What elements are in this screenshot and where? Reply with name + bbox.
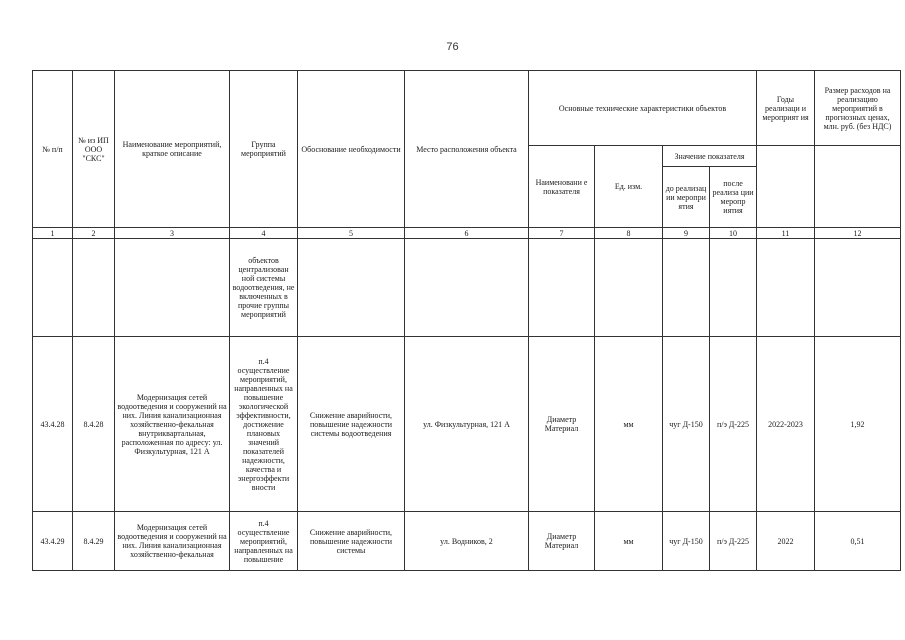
cell-unit [595,239,663,337]
cell-indicator [529,239,595,337]
cell-location: ул. Водников, 2 [405,512,529,571]
cell-ip [73,239,115,337]
cell-location: ул. Физкультурная, 121 А [405,337,529,512]
header-cost-empty [815,146,901,228]
cell-years: 2022-2023 [757,337,815,512]
cell-name: Модернизация сетей водоотведения и сооружений на них. Линия канализационная хозяйственно-фекальная [115,512,230,571]
table-row [33,512,901,571]
column-number: 11 [757,228,815,239]
header-years: Годы реализаци и мероприят ия [757,71,815,146]
cell-unit: мм [595,337,663,512]
column-number: 12 [815,228,901,239]
header-years-empty [757,146,815,228]
column-numbers-row [33,228,901,239]
column-number: 8 [595,228,663,239]
header-row-1 [33,71,901,146]
cell-before: чуг Д-150 [663,512,710,571]
cell-years [757,239,815,337]
header-ip-number: № из ИП ООО "СКС" [73,71,115,228]
cell-name [115,239,230,337]
column-number: 7 [529,228,595,239]
cell-cost: 1,92 [815,337,901,512]
header-num: № п/п [33,71,73,228]
cell-after: п/э Д-225 [710,337,757,512]
cell-num: 43.4.29 [33,512,73,571]
table-row [33,239,901,337]
table-row [33,337,901,512]
header-justification: Обоснование необходимости [298,71,405,228]
cell-ip: 8.4.28 [73,337,115,512]
header-before: до реализац ии меропри ятия [663,167,710,228]
measures-table [32,70,901,571]
cell-reason: Снижение аварийности, повышение надежности системы [298,512,405,571]
cell-before [663,239,710,337]
column-number: 6 [405,228,529,239]
header-cost: Размер расходов на реализацию мероприятий в прогнозных ценах, млн. руб. (без НДС) [815,71,901,146]
cell-cost [815,239,901,337]
column-number: 5 [298,228,405,239]
header-measure-group: Группа мероприятий [230,71,298,228]
cell-unit: мм [595,512,663,571]
cell-location [405,239,529,337]
page-number: 76 [446,41,459,53]
cell-after: п/э Д-225 [710,512,757,571]
cell-reason [298,239,405,337]
cell-ip: 8.4.29 [73,512,115,571]
column-number: 1 [33,228,73,239]
cell-group: п.4 осуществление мероприятий, направленных на повышение [230,512,298,571]
cell-name: Модернизация сетей водоотведения и сооружений на них. Линия канализационная хозяйственно-фекальная внутриквартальная, расположенная по адресу: ул. Физкультурная, 121 А [115,337,230,512]
cell-after [710,239,757,337]
cell-num: 43.4.28 [33,337,73,512]
cell-reason: Снижение аварийности, повышение надежности системы водоотведения [298,337,405,512]
cell-indicator: Диаметр Материал [529,337,595,512]
column-number: 10 [710,228,757,239]
column-number: 2 [73,228,115,239]
cell-group: п.4 осуществление мероприятий, направленных на повышение экологической эффективности, достижение плановых значений показателей надежности, качества и энергоэффекти вности [230,337,298,512]
cell-num [33,239,73,337]
header-indicator-value: Значение показателя [663,146,757,167]
column-number: 9 [663,228,710,239]
column-number: 3 [115,228,230,239]
header-tech-characteristics: Основные технические характеристики объектов [529,71,757,146]
cell-before: чуг Д-150 [663,337,710,512]
header-measure-name: Наименование мероприятий, краткое описание [115,71,230,228]
cell-years: 2022 [757,512,815,571]
column-number: 4 [230,228,298,239]
header-location: Место расположения объекта [405,71,529,228]
header-after: после реализа ции меропр иятия [710,167,757,228]
header-indicator-name: Наименовани е показателя [529,146,595,228]
cell-cost: 0,51 [815,512,901,571]
cell-indicator: Диаметр Материал [529,512,595,571]
header-unit: Ед. изм. [595,146,663,228]
cell-group: объектов централизован ной системы водоотведения, не включенных в прочие группы мероприятий [230,239,298,337]
